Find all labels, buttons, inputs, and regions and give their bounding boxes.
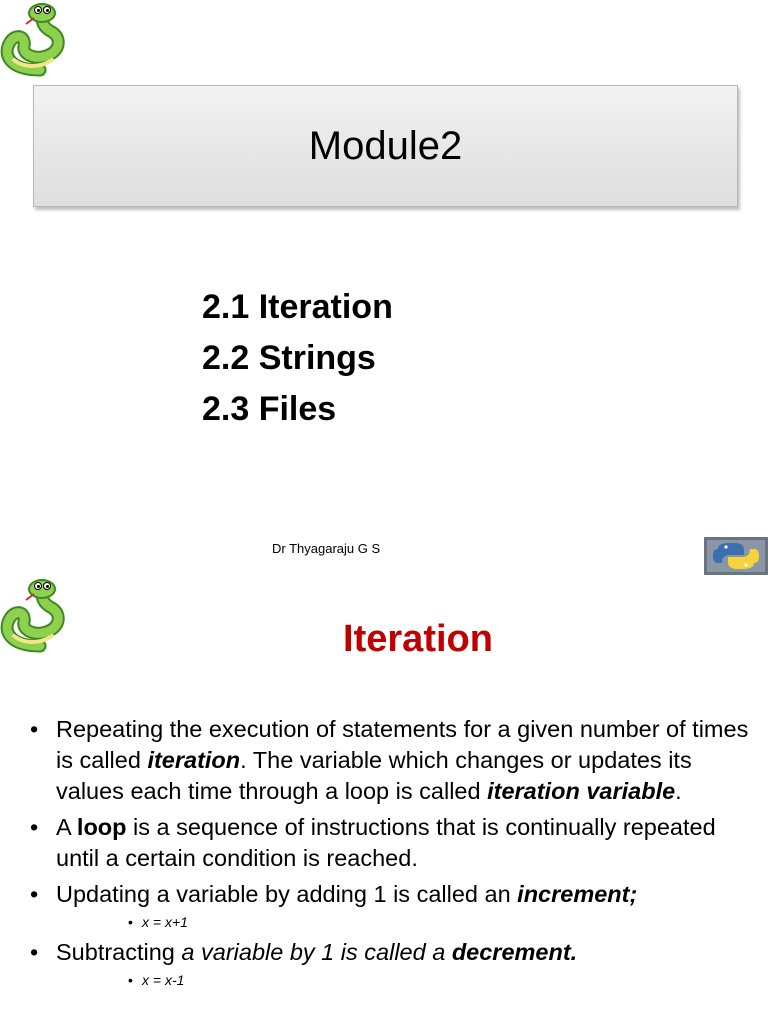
bullet-item: • A loop is a sequence of instructions that is continually repeated until a certain condition is reached. (30, 812, 750, 874)
bullet-list (30, 714, 750, 995)
topic-item: 2.2 Strings (202, 339, 376, 377)
topic-item: 2.1 Iteration (202, 288, 393, 326)
sub-bullet-item: • x = x-1 (128, 970, 750, 990)
author-name: Dr Thyagaraju G S (272, 541, 381, 556)
bullet-item: • Updating a variable by adding 1 is called an increment; • x = x+1 (30, 879, 750, 932)
title-box (33, 85, 738, 207)
python-logo-icon (704, 537, 768, 575)
sub-bullet-item: • x = x+1 (128, 912, 750, 932)
slide-title: Module2 (308, 123, 463, 168)
topic-item: 2.3 Files (202, 390, 337, 428)
slide-title: Iteration (343, 618, 493, 660)
slide-2 (0, 576, 768, 1024)
bullet-item: • Subtracting a variable by 1 is called a decrement. • x = x-1 (30, 937, 750, 990)
topic-list (202, 282, 393, 435)
bullet-item: • Repeating the execution of statements for a given number of times is called iteration. The variable which changes or updates its values each time through a loop is called iteration variable. (30, 714, 750, 807)
snake-mascot-icon (0, 0, 80, 80)
